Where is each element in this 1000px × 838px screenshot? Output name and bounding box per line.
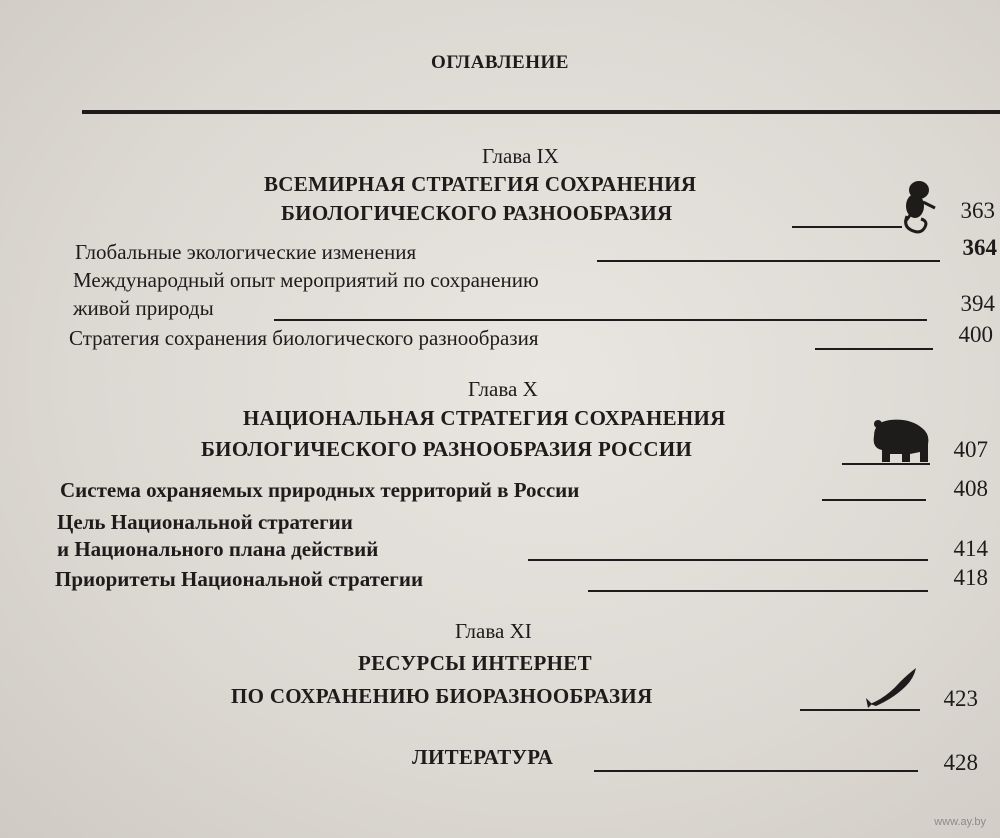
header-rule: [82, 110, 1000, 114]
page-header: ОГЛАВЛЕНИЕ: [431, 52, 569, 73]
leader-line: [597, 260, 940, 262]
toc-item-line1: Цель Национальной стратегии: [57, 510, 353, 534]
leader-line: [822, 499, 926, 501]
literature-page: 428: [943, 750, 978, 775]
toc-item-page: 400: [958, 322, 993, 347]
chapter-10-title-line2: БИОЛОГИЧЕСКОГО РАЗНООБРАЗИЯ РОССИИ: [201, 437, 693, 461]
leader-line: [528, 559, 928, 561]
toc-item-page: 364: [962, 235, 997, 260]
fish-icon: [864, 664, 922, 710]
leader-line: [274, 319, 927, 321]
toc-item-page: 414: [953, 536, 988, 561]
monkey-icon: [893, 176, 941, 242]
toc-item-page: 418: [953, 565, 988, 590]
toc-item: живой природы: [73, 296, 214, 320]
toc-item: Стратегия сохранения биологического разнообразия: [69, 326, 539, 350]
chapter-9-page: 363: [960, 198, 995, 223]
chapter-9-label: Глава IX: [482, 144, 559, 168]
chapter-9-title-line2: БИОЛОГИЧЕСКОГО РАЗНООБРАЗИЯ: [281, 201, 673, 225]
leader-line: [792, 226, 902, 228]
chapter-11-label: Глава XI: [455, 619, 532, 643]
chapter-10-page: 407: [953, 437, 988, 462]
leader-line: [815, 348, 933, 350]
chapter-11-title-line2: ПО СОХРАНЕНИЮ БИОРАЗНООБРАЗИЯ: [231, 684, 653, 708]
toc-item-page: 394: [960, 291, 995, 316]
literature-title: ЛИТЕРАТУРА: [412, 745, 554, 769]
chapter-11-page: 423: [943, 686, 978, 711]
toc-item-page: 408: [953, 476, 988, 501]
bear-icon: [866, 416, 932, 464]
chapter-10-label: Глава X: [468, 377, 538, 401]
chapter-10-title-line1: НАЦИОНАЛЬНАЯ СТРАТЕГИЯ СОХРАНЕНИЯ: [243, 406, 726, 430]
chapter-11-title-line1: РЕСУРСЫ ИНТЕРНЕТ: [358, 651, 592, 675]
leader-line: [594, 770, 918, 772]
toc-item: Глобальные экологические изменения: [75, 240, 417, 264]
toc-item: Система охраняемых природных территорий в России: [60, 478, 580, 502]
leader-line: [588, 590, 928, 592]
toc-item: Приоритеты Национальной стратегии: [55, 567, 424, 591]
toc-item: и Национального плана действий: [57, 537, 379, 561]
toc-item-line1: Международный опыт мероприятий по сохранению: [73, 268, 539, 292]
chapter-9-title-line1: ВСЕМИРНАЯ СТРАТЕГИЯ СОХРАНЕНИЯ: [264, 172, 697, 196]
watermark: www.ay.by: [934, 816, 986, 828]
